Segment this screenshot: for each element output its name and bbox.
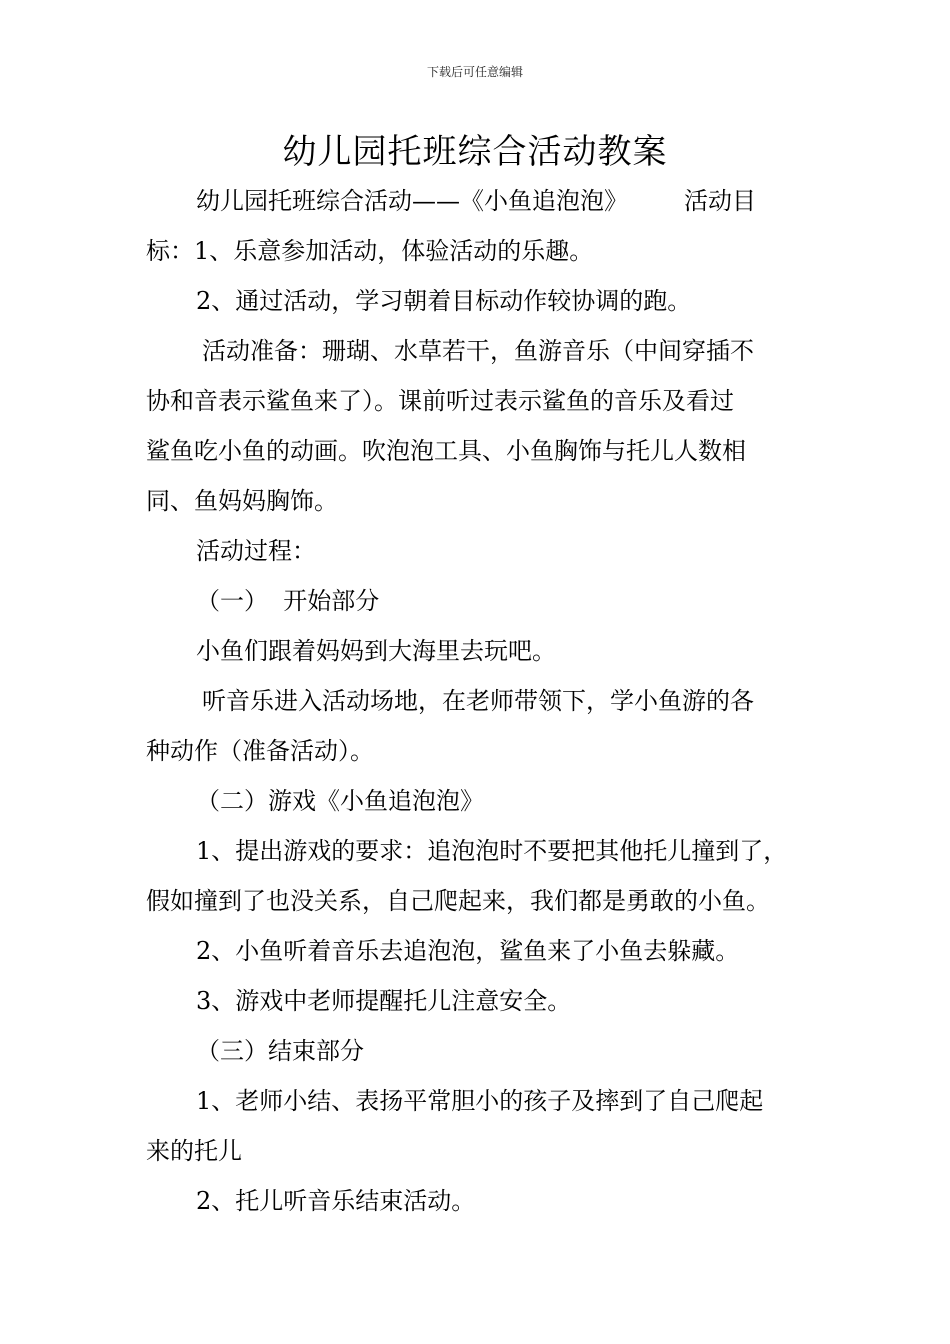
section-heading: （三）结束部分 [196,1037,364,1065]
paragraph-line: 1、提出游戏的要求：追泡泡时不要把其他托儿撞到了， [196,837,788,865]
paragraph-line: 协和音表示鲨鱼来了）。课前听过表示鲨鱼的音乐及看过 [146,387,734,415]
intro-text: 幼儿园托班综合活动——《小鱼追泡泡》 [196,187,628,215]
paragraph-line: 小鱼们跟着妈妈到大海里去玩吧。 [196,637,556,665]
document-title: 幼儿园托班综合活动教案 [282,132,668,172]
paragraph-line: 标：1、乐意参加活动，体验活动的乐趣。 [146,237,594,265]
paragraph-line: 3、游戏中老师提醒托儿注意安全。 [196,987,572,1015]
paragraph-line: 来的托儿 [146,1137,242,1165]
section-heading: （一） 开始部分 [196,587,380,615]
paragraph-line: 鲨鱼吃小鱼的动画。吹泡泡工具、小鱼胸饰与托儿人数相 [146,437,746,465]
paragraph-line: 种动作（准备活动）。 [146,737,374,765]
paragraph-line [146,176,816,226]
paragraph-line: 听音乐进入活动场地，在老师带领下，学小鱼游的各 [202,687,754,715]
objectives-label: 活动目 [684,187,756,215]
paragraph-line: 2、托儿听音乐结束活动。 [196,1187,476,1215]
paragraph-line: 假如撞到了也没关系，自己爬起来，我们都是勇敢的小鱼。 [146,887,770,915]
page-header: 下载后可任意编辑 [426,65,523,79]
paragraph-line: 同、鱼妈妈胸饰。 [146,487,338,515]
paragraph-line: 2、小鱼听着音乐去追泡泡，鲨鱼来了小鱼去躲藏。 [196,937,740,965]
section-heading: （二）游戏《小鱼追泡泡》 [196,787,484,815]
paragraph-line: 2、通过活动，学习朝着目标动作较协调的跑。 [196,287,692,315]
document-body [146,176,816,1226]
paragraph-line: 1、老师小结、表扬平常胆小的孩子及摔到了自己爬起 [196,1087,764,1115]
paragraph-line: 活动准备：珊瑚、水草若干，鱼游音乐（中间穿插不 [202,337,754,365]
section-heading: 活动过程： [196,537,316,565]
